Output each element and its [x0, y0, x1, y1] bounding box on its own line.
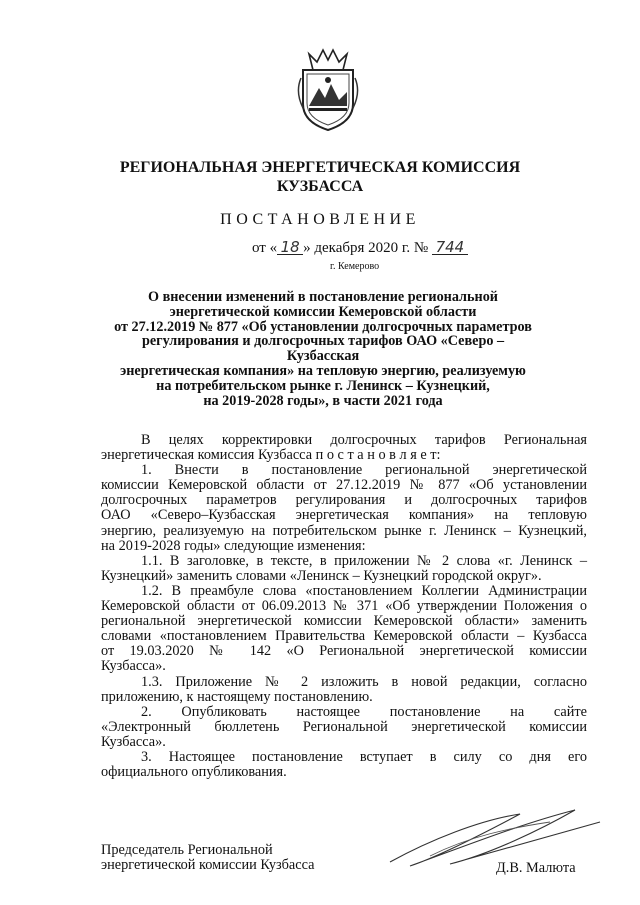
- city-label: г. Кемерово: [330, 261, 380, 272]
- document-body: [101, 433, 587, 780]
- body-line: Кузбасса».: [101, 658, 166, 675]
- subject-line: на 2019-2028 годы», в части 2021 года: [203, 392, 443, 409]
- body-line: 1.2. В преамбуле слова «постановлением Коллегии Администрации: [141, 582, 587, 599]
- body-line: Кузбасса».: [101, 733, 166, 750]
- body-line: словами «постановлением Правительства Кемеровской области – Кузбасса: [101, 628, 587, 645]
- body-line: 2. Опубликовать настоящее постановление на сайте: [141, 703, 587, 720]
- body-line: 3. Настоящее постановление вступает в силу со дня его: [141, 748, 587, 765]
- body-line: Кемеровской области от 06.09.2013 № 371 «Об утверждении Положения о: [101, 598, 587, 615]
- body-line: долгосрочных параметров регулирования и долгосрочных тарифов: [101, 492, 587, 509]
- body-line: комиссии Кемеровской области от 27.12.2019 № 877 «Об установлении: [101, 477, 587, 494]
- document-type: ПОСТАНОВЛЕНИЕ: [220, 211, 420, 228]
- agency-name-line1: РЕГИОНАЛЬНАЯ ЭНЕРГЕТИЧЕСКАЯ КОМИССИЯ: [119, 159, 521, 176]
- date-prefix: от «: [252, 240, 278, 256]
- document-date-line: [252, 240, 468, 257]
- body-line: энергию, реализуемую на потребительском рынке г. Ленинск – Кузнецкий,: [101, 522, 587, 539]
- subject-line: от 27.12.2019 № 877 «Об установлении долгосрочных параметров: [114, 318, 532, 335]
- body-line: на 2019-2028 годы» следующие изменения:: [101, 537, 366, 554]
- subject-line: энергетической комиссии Кемеровской области: [169, 303, 477, 320]
- body-line: 1. Внести в постановление региональной энергетической: [141, 462, 587, 479]
- signatory-title: [101, 843, 314, 873]
- subject-line: энергетическая компания» на тепловую энергию, реализуемую: [120, 362, 526, 379]
- body-line: от 19.03.2020 № 142 «О Региональной энергетической комиссии: [101, 643, 587, 660]
- date-middle: » декабря 2020 г. №: [303, 240, 429, 256]
- body-line: региональной энергетической комиссии Кемеровской области» заменить: [101, 613, 587, 630]
- signatory-name: Д.В. Малюта: [496, 860, 576, 876]
- signatory-title-line2: энергетической комиссии Кузбасса: [101, 857, 315, 873]
- date-day-handwritten: 18: [277, 240, 303, 255]
- agency-name: [0, 158, 640, 196]
- document-number-handwritten: 744: [432, 240, 468, 255]
- subject-line: на потребительском рынке г. Ленинск – Кузнецкий,: [156, 377, 490, 394]
- body-line: «Электронный бюллетень Региональной энергетической комиссии: [101, 718, 587, 735]
- signatory-title-line1: Председатель Региональной: [101, 842, 273, 858]
- coat-of-arms-emblem: [295, 48, 361, 132]
- body-line: ОАО «Северо–Кузбасская энергетическая компания» на тепловую: [101, 507, 587, 524]
- body-line: 1.1. В заголовке, в тексте, в приложении № 2 слова «г. Ленинск –: [141, 552, 587, 569]
- body-line: энергетическая комиссия Кузбасса п о с т а н о в л я е т:: [101, 447, 441, 464]
- body-line: 1.3. Приложение № 2 изложить в новой редакции, согласно: [141, 673, 587, 690]
- subject-line: О внесении изменений в постановление региональной: [148, 289, 498, 305]
- agency-name-line2: КУЗБАССА: [276, 178, 364, 195]
- subject-line: регулирования и долгосрочных тарифов ОАО «Северо – Кузбасская: [141, 333, 505, 365]
- body-line: приложению, к настоящему постановлению.: [101, 688, 373, 705]
- body-line: официального опубликования.: [101, 764, 287, 781]
- body-line: В целях корректировки долгосрочных тарифов Региональная: [141, 432, 587, 448]
- document-subject: [108, 290, 538, 408]
- body-line: Кузнецкий» заменить словами «Ленинск – Кузнецкий городской округ».: [101, 567, 542, 584]
